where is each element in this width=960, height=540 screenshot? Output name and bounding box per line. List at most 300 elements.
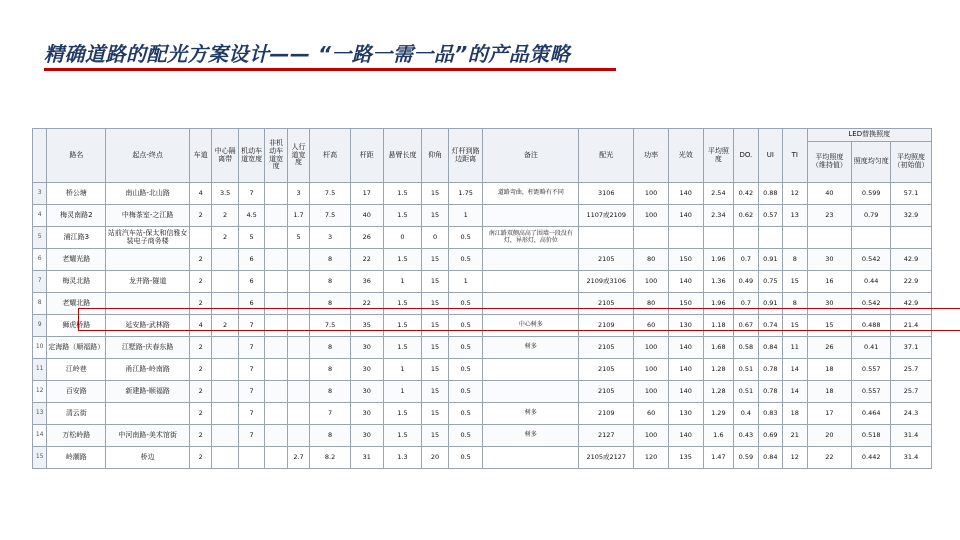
row-index: 12 [33,381,47,403]
cell-median [212,359,239,381]
cell-maintained-illuminance: 18 [807,359,852,381]
cell-motor-lane-width: 6 [238,249,265,271]
cell-ui: 0.78 [758,359,782,381]
cell-pole-height: 3 [310,227,351,249]
cell-sidewalk-width [287,359,309,381]
header-do: DO. [734,129,758,183]
cell-pole-spacing: 40 [350,205,383,227]
cell-maintained-illuminance: 20 [807,425,852,447]
row-index: 10 [33,337,47,359]
cell-pole-to-edge: 0.5 [448,447,483,469]
road-lighting-table [32,128,932,469]
cell-do: 0.7 [734,249,758,271]
cell-pole-height: 8 [310,359,351,381]
row-index: 15 [33,447,47,469]
cell-road-name: 桥公塘 [47,183,106,205]
cell-power: 100 [634,337,669,359]
cell-ti: 15 [783,271,807,293]
header-initial-illuminance: 平均照度（初始值） [891,142,932,183]
cell-motor-lane-width: 4.5 [238,205,265,227]
cell-tilt-angle: 15 [422,359,449,381]
cell-road-name: 老耀北路 [47,293,106,315]
cell-pole-to-edge: 0.5 [448,425,483,447]
cell-pole-to-edge: 0.5 [448,293,483,315]
table-body [33,183,932,469]
table-row[interactable] [33,337,932,359]
cell-arm-length: 1 [383,381,422,403]
cell-illuminance-uniformity: 0.79 [852,205,891,227]
cell-sidewalk-width: 2.7 [287,447,309,469]
cell-pole-height: 8 [310,337,351,359]
table-row[interactable] [33,249,932,271]
cell-nonmotor-lane-width [265,359,287,381]
cell-start-end: 中河南路-美术馆街 [106,425,190,447]
cell-lanes: 4 [189,315,211,337]
cell-initial-illuminance: 24.3 [891,403,932,425]
cell-luminous-efficacy: 140 [668,359,703,381]
cell-pole-spacing: 30 [350,425,383,447]
table-head [33,129,932,183]
cell-power [634,227,669,249]
cell-sidewalk-width [287,271,309,293]
cell-tilt-angle: 15 [422,249,449,271]
cell-tilt-angle: 15 [422,183,449,205]
cell-light-distribution: 2109或3106 [579,271,634,293]
cell-median [212,447,239,469]
cell-ti [783,227,807,249]
cell-pole-to-edge: 0.5 [448,359,483,381]
cell-luminous-efficacy: 150 [668,249,703,271]
cell-nonmotor-lane-width [265,447,287,469]
cell-initial-illuminance: 42.9 [891,293,932,315]
cell-median [212,249,239,271]
row-index: 11 [33,359,47,381]
cell-power: 80 [634,249,669,271]
row-index: 14 [33,425,47,447]
cell-sidewalk-width: 1.7 [287,205,309,227]
cell-median: 2 [212,315,239,337]
cell-arm-length: 1.5 [383,337,422,359]
header-remark: 备注 [483,129,579,183]
cell-pole-spacing: 31 [350,447,383,469]
cell-average-illuminance: 1.36 [703,271,734,293]
cell-pole-to-edge: 0.5 [448,249,483,271]
cell-light-distribution: 2105或2127 [579,447,634,469]
cell-pole-to-edge: 0.5 [448,315,483,337]
cell-nonmotor-lane-width [265,337,287,359]
cell-median [212,271,239,293]
cell-illuminance-uniformity: 0.518 [852,425,891,447]
cell-ui: 0.84 [758,447,782,469]
cell-start-end [106,403,190,425]
cell-light-distribution: 2127 [579,425,634,447]
cell-luminous-efficacy [668,227,703,249]
cell-initial-illuminance: 42.9 [891,249,932,271]
cell-lanes: 2 [189,293,211,315]
cell-tilt-angle: 15 [422,403,449,425]
table-row[interactable] [33,359,932,381]
cell-average-illuminance: 1.28 [703,381,734,403]
cell-ui: 0.78 [758,381,782,403]
table-row[interactable] [33,425,932,447]
cell-light-distribution: 2105 [579,337,634,359]
page-title [44,38,924,78]
cell-ti: 14 [783,359,807,381]
header-luminous-efficacy: 光效 [668,129,703,183]
row-index: 4 [33,205,47,227]
cell-light-distribution: 2105 [579,249,634,271]
cell-illuminance-uniformity: 0.44 [852,271,891,293]
cell-maintained-illuminance: 26 [807,337,852,359]
title-underline [44,68,616,71]
cell-initial-illuminance: 25.7 [891,381,932,403]
cell-road-name: 岭潮路 [47,447,106,469]
cell-arm-length: 0 [383,227,422,249]
cell-nonmotor-lane-width [265,183,287,205]
cell-initial-illuminance: 21.4 [891,315,932,337]
table-group-header-row [33,129,932,142]
cell-remark [483,381,579,403]
header-pole-spacing: 杆距 [350,129,383,183]
cell-start-end: 江墅路-庆春东路 [106,337,190,359]
cell-luminous-efficacy: 140 [668,183,703,205]
cell-do: 0.43 [734,425,758,447]
cell-tilt-angle: 15 [422,205,449,227]
cell-start-end [106,249,190,271]
cell-pole-spacing: 22 [350,293,383,315]
header-lanes: 车道 [189,129,211,183]
cell-pole-height: 8.2 [310,447,351,469]
table-row[interactable] [33,381,932,403]
cell-average-illuminance: 1.29 [703,403,734,425]
cell-maintained-illuminance: 18 [807,381,852,403]
cell-motor-lane-width: 6 [238,271,265,293]
cell-sidewalk-width [287,337,309,359]
cell-ti: 8 [783,249,807,271]
cell-sidewalk-width: 3 [287,183,309,205]
cell-light-distribution: 2109 [579,403,634,425]
cell-pole-to-edge: 0.5 [448,381,483,403]
header-ui: UI [758,129,782,183]
cell-lanes: 2 [189,381,211,403]
cell-maintained-illuminance: 40 [807,183,852,205]
table-row[interactable] [33,315,932,337]
cell-median: 2 [212,227,239,249]
cell-start-end: 中梅茶室-之江路 [106,205,190,227]
cell-road-name: 梅灵北路 [47,271,106,293]
cell-maintained-illuminance: 16 [807,271,852,293]
cell-ti: 14 [783,381,807,403]
cell-ui: 0.69 [758,425,782,447]
cell-maintained-illuminance [807,227,852,249]
cell-arm-length: 1.5 [383,183,422,205]
cell-ti: 12 [783,447,807,469]
cell-arm-length: 1.5 [383,249,422,271]
header-average-illuminance: 平均照度 [703,129,734,183]
cell-light-distribution: 2105 [579,381,634,403]
cell-nonmotor-lane-width [265,271,287,293]
cell-sidewalk-width [287,249,309,271]
row-index: 9 [33,315,47,337]
cell-luminous-efficacy: 130 [668,403,703,425]
cell-initial-illuminance [891,227,932,249]
cell-median: 2 [212,205,239,227]
header-sidewalk-width: 人行道宽度 [287,129,309,183]
cell-start-end: 延安路-武林路 [106,315,190,337]
header-pole-height: 杆高 [310,129,351,183]
cell-do: 0.42 [734,183,758,205]
cell-ui: 0.75 [758,271,782,293]
row-index: 8 [33,293,47,315]
cell-light-distribution: 2105 [579,359,634,381]
cell-tilt-angle: 15 [422,337,449,359]
cell-lanes: 2 [189,359,211,381]
header-maintained-illuminance: 平均照度（维持值） [807,142,852,183]
cell-average-illuminance: 1.96 [703,249,734,271]
cell-power: 100 [634,381,669,403]
cell-pole-to-edge: 1 [448,205,483,227]
cell-average-illuminance: 1.18 [703,315,734,337]
cell-power: 60 [634,403,669,425]
cell-illuminance-uniformity: 0.599 [852,183,891,205]
cell-do: 0.4 [734,403,758,425]
header-illuminance-uniformity: 照度均匀度 [852,142,891,183]
cell-remark: 树多 [483,425,579,447]
cell-initial-illuminance: 32.9 [891,205,932,227]
cell-median [212,293,239,315]
cell-start-end: 南山路-北山路 [106,183,190,205]
cell-motor-lane-width: 7 [238,403,265,425]
cell-nonmotor-lane-width [265,249,287,271]
cell-luminous-efficacy: 140 [668,271,703,293]
cell-ui: 0.83 [758,403,782,425]
cell-maintained-illuminance: 17 [807,403,852,425]
cell-power: 80 [634,293,669,315]
cell-ti: 8 [783,293,807,315]
cell-ti: 11 [783,337,807,359]
cell-start-end: 甬江路-岭南路 [106,359,190,381]
cell-illuminance-uniformity: 0.557 [852,381,891,403]
cell-do: 0.51 [734,381,758,403]
title-text: 精确道路的配光方案设计—— “一路一需一品”的产品策略 [44,42,571,66]
cell-remark [483,205,579,227]
cell-luminous-efficacy: 150 [668,293,703,315]
cell-tilt-angle: 15 [422,293,449,315]
cell-pole-spacing: 22 [350,249,383,271]
cell-arm-length: 1 [383,359,422,381]
cell-remark: 南江路双侧高高了围墙一段没有灯，异形灯，高价位 [483,227,579,249]
cell-road-name: 万松岭路 [47,425,106,447]
row-index: 3 [33,183,47,205]
header-median: 中心隔离带 [212,129,239,183]
cell-power: 100 [634,205,669,227]
cell-do: 0.67 [734,315,758,337]
cell-arm-length: 1 [383,271,422,293]
table-row[interactable] [33,293,932,315]
cell-lanes: 2 [189,403,211,425]
cell-luminous-efficacy: 140 [668,337,703,359]
cell-do: 0.62 [734,205,758,227]
cell-tilt-angle: 0 [422,227,449,249]
cell-lanes: 2 [189,337,211,359]
cell-median [212,425,239,447]
cell-pole-height: 8 [310,249,351,271]
cell-initial-illuminance: 31.4 [891,425,932,447]
cell-light-distribution: 2109 [579,315,634,337]
cell-do: 0.58 [734,337,758,359]
cell-pole-to-edge: 1.75 [448,183,483,205]
cell-start-end: 龙井路-隧道 [106,271,190,293]
cell-power: 120 [634,447,669,469]
cell-nonmotor-lane-width [265,381,287,403]
cell-motor-lane-width: 6 [238,293,265,315]
cell-luminous-efficacy: 130 [668,315,703,337]
cell-remark [483,359,579,381]
cell-nonmotor-lane-width [265,205,287,227]
cell-pole-to-edge: 0.5 [448,337,483,359]
cell-sidewalk-width [287,381,309,403]
cell-arm-length: 1.5 [383,425,422,447]
cell-do: 0.51 [734,359,758,381]
cell-road-name: 老耀光路 [47,249,106,271]
cell-average-illuminance [703,227,734,249]
cell-average-illuminance: 1.96 [703,293,734,315]
cell-pole-height: 8 [310,381,351,403]
table-row[interactable] [33,205,932,227]
cell-lanes [189,227,211,249]
cell-start-end: 新建路-顺福路 [106,381,190,403]
cell-maintained-illuminance: 30 [807,293,852,315]
cell-start-end [106,293,190,315]
cell-luminous-efficacy: 140 [668,205,703,227]
cell-nonmotor-lane-width [265,227,287,249]
header-light-distribution: 配光 [579,129,634,183]
cell-ui: 0.91 [758,293,782,315]
cell-initial-illuminance: 31.4 [891,447,932,469]
cell-maintained-illuminance: 23 [807,205,852,227]
cell-initial-illuminance: 57.1 [891,183,932,205]
header-tilt-angle: 仰角 [422,129,449,183]
cell-sidewalk-width [287,315,309,337]
header-ti: TI [783,129,807,183]
cell-pole-spacing: 30 [350,403,383,425]
cell-nonmotor-lane-width [265,403,287,425]
cell-do: 0.49 [734,271,758,293]
cell-average-illuminance: 2.54 [703,183,734,205]
cell-ti: 12 [783,183,807,205]
cell-arm-length: 1.5 [383,315,422,337]
cell-maintained-illuminance: 30 [807,249,852,271]
row-index: 6 [33,249,47,271]
cell-arm-length: 1.5 [383,205,422,227]
cell-lanes: 4 [189,183,211,205]
cell-power: 100 [634,271,669,293]
cell-pole-height: 8 [310,271,351,293]
cell-pole-height: 7.5 [310,183,351,205]
table-row[interactable] [33,271,932,293]
cell-ti: 13 [783,205,807,227]
cell-motor-lane-width: 5 [238,227,265,249]
cell-maintained-illuminance: 15 [807,315,852,337]
cell-light-distribution: 1107或2109 [579,205,634,227]
cell-illuminance-uniformity: 0.488 [852,315,891,337]
cell-pole-to-edge: 0.5 [448,403,483,425]
cell-nonmotor-lane-width [265,293,287,315]
cell-remark: 中心树多 [483,315,579,337]
cell-pole-to-edge: 0.5 [448,227,483,249]
table [32,128,932,469]
cell-pole-spacing: 30 [350,359,383,381]
cell-road-name: 清云街 [47,403,106,425]
cell-pole-to-edge: 1 [448,271,483,293]
cell-lanes: 2 [189,425,211,447]
cell-do: 0.59 [734,447,758,469]
cell-initial-illuminance: 37.1 [891,337,932,359]
cell-start-end: 桥边 [106,447,190,469]
cell-luminous-efficacy: 140 [668,425,703,447]
cell-remark [483,447,579,469]
cell-start-end: 站前汽车站-保太和信雅女装电子商务楼 [106,227,190,249]
header-led-replacement-group: LED替换照度 [807,129,932,142]
cell-light-distribution: 2105 [579,293,634,315]
table-row[interactable] [33,447,932,469]
cell-ui: 0.91 [758,249,782,271]
cell-remark [483,293,579,315]
cell-lanes: 2 [189,205,211,227]
cell-median [212,381,239,403]
cell-pole-spacing: 26 [350,227,383,249]
cell-average-illuminance: 1.68 [703,337,734,359]
table-row[interactable] [33,227,932,249]
cell-arm-length: 1.3 [383,447,422,469]
cell-motor-lane-width: 7 [238,425,265,447]
cell-ti: 21 [783,425,807,447]
cell-sidewalk-width [287,403,309,425]
cell-do [734,227,758,249]
cell-lanes: 2 [189,447,211,469]
cell-road-name: 浦江路3 [47,227,106,249]
cell-ui [758,227,782,249]
row-index: 5 [33,227,47,249]
cell-ti: 18 [783,403,807,425]
cell-motor-lane-width: 7 [238,315,265,337]
cell-lanes: 2 [189,271,211,293]
table-row[interactable] [33,403,932,425]
cell-tilt-angle: 20 [422,447,449,469]
cell-luminous-efficacy: 135 [668,447,703,469]
cell-ui: 0.57 [758,205,782,227]
cell-illuminance-uniformity: 0.464 [852,403,891,425]
cell-road-name: 百安路 [47,381,106,403]
header-road-name: 路名 [47,129,106,183]
cell-light-distribution: 3106 [579,183,634,205]
cell-road-name: 定海路（顺福路） [47,337,106,359]
cell-pole-height: 8 [310,293,351,315]
cell-median [212,403,239,425]
cell-average-illuminance: 1.28 [703,359,734,381]
cell-lanes: 2 [189,249,211,271]
cell-ui: 0.84 [758,337,782,359]
cell-remark: 树多 [483,337,579,359]
cell-power: 100 [634,425,669,447]
cell-maintained-illuminance: 22 [807,447,852,469]
cell-remark: 树多 [483,403,579,425]
table-row[interactable] [33,183,932,205]
row-index: 7 [33,271,47,293]
cell-initial-illuminance: 25.7 [891,359,932,381]
row-index: 13 [33,403,47,425]
cell-nonmotor-lane-width [265,425,287,447]
